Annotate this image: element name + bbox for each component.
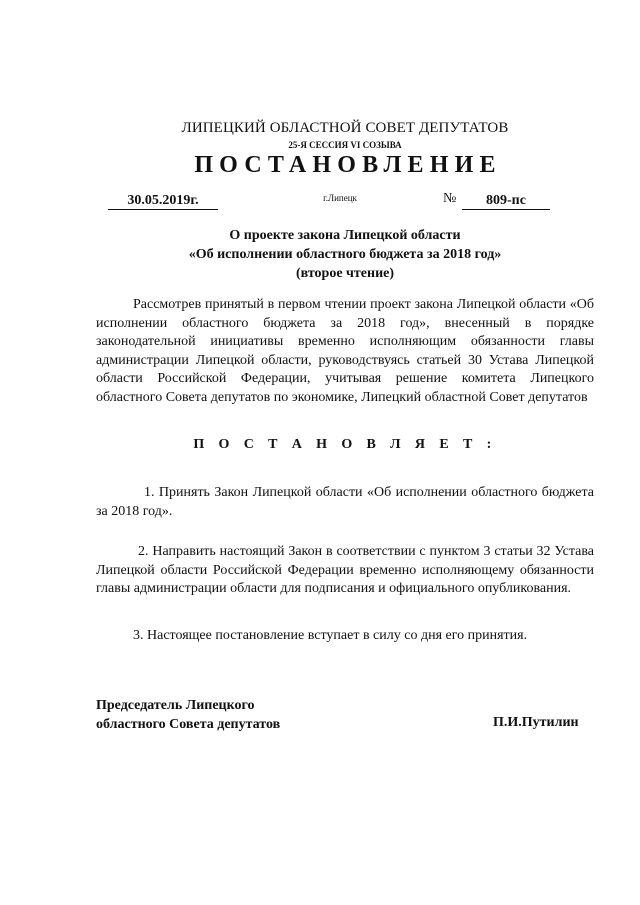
- resolves-heading: П О С Т А Н О В Л Я Е Т :: [193, 437, 497, 452]
- document-number: 809-пс: [462, 193, 550, 210]
- signatory-position-line-1: Председатель Липецкого: [96, 698, 255, 713]
- resolution-item-3: 3. Настоящее постановление вступает в силу со дня его принятия.: [133, 628, 528, 643]
- document-date: 30.05.2019г.: [108, 193, 218, 210]
- document-city: г.Липецк: [323, 193, 357, 203]
- preamble-paragraph: Рассмотрев принятый в первом чтении проект закона Липецкой области «Об исполнении областного бюджета за 2018 год», внесенный в порядке законодательной инициативы временно исполняющим обязанности главы администрации Липецкой области, руководствуясь статьей 30 Устава Липецкой области Российской Федерации, учитывая решение комитета Липецкого областного Совета депутатов по экономике, Липецкий областной Совет депутатов: [96, 297, 594, 405]
- session-label: 25-Я СЕССИЯ VI СОЗЫВА: [288, 140, 402, 150]
- resolution-item-1: 1. Принять Закон Липецкой области «Об исполнении областного бюджета за 2018 год».: [96, 485, 594, 519]
- subject-line-2: «Об исполнении областного бюджета за 2018 год»: [188, 247, 502, 262]
- council-name: ЛИПЕЦКИЙ ОБЛАСТНОЙ СОВЕТ ДЕПУТАТОВ: [181, 120, 509, 136]
- signatory-position-line-2: областного Совета депутатов: [96, 717, 281, 732]
- document-subject: [0, 226, 640, 283]
- document-title: ПОСТАНОВЛЕНИЕ: [194, 152, 502, 178]
- subject-line-1: О проекте закона Липецкой области: [229, 228, 461, 243]
- signatory-name: П.И.Путилин: [493, 715, 579, 730]
- subject-line-3: (второе чтение): [295, 266, 395, 281]
- signatory-position: [96, 696, 280, 734]
- number-sign: №: [443, 191, 457, 206]
- resolution-item-2: 2. Направить настоящий Закон в соответствии с пунктом 3 статьи 32 Устава Липецкой области Российской Федерации временно исполняющему обязанности главы администрации области для подписания и официального опубликования.: [96, 544, 594, 597]
